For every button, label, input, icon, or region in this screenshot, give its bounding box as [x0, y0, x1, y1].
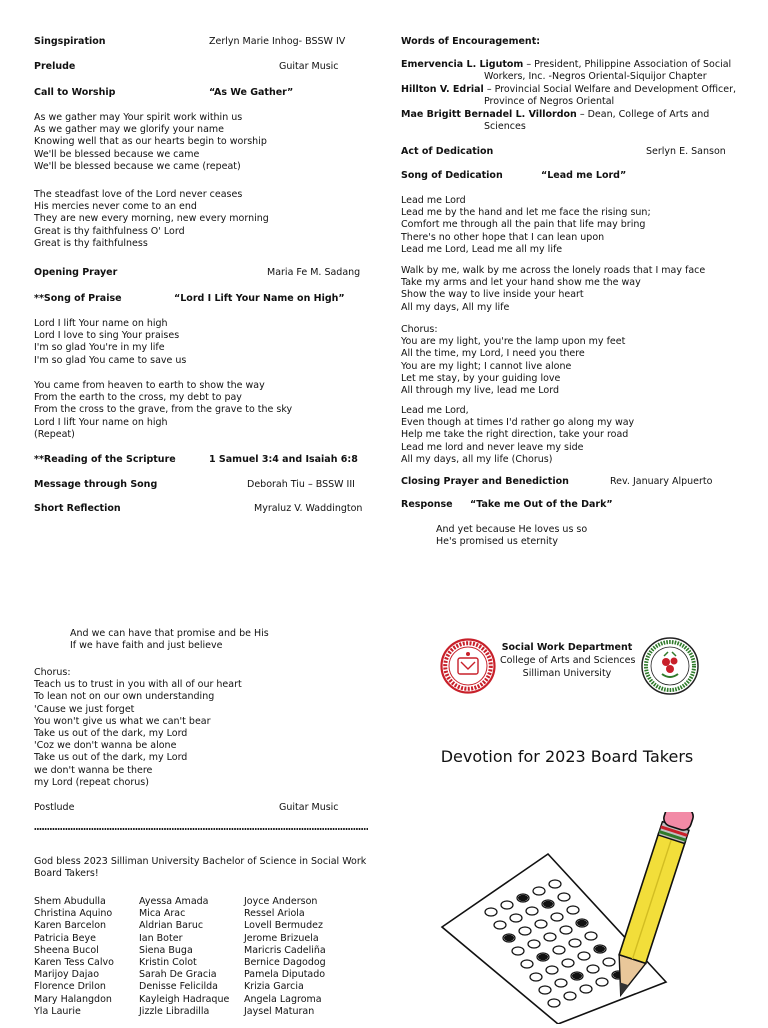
lyric-line: Lead me Lord	[401, 195, 466, 206]
list-item: Kristin Colot	[139, 957, 197, 969]
lyric-line: Even though at times I'd rather go along my way	[401, 417, 635, 429]
lyric-line: You are my light; I cannot live alone	[401, 360, 572, 372]
lead-me-lord-verse-1	[401, 195, 651, 256]
reading-label: **Reading of the Scripture	[34, 454, 176, 465]
speaker-ligutom	[401, 59, 731, 83]
lyric-line: We'll be blessed because we came (repeat)	[34, 160, 241, 172]
lyric-line: Lord I lift Your name on high	[34, 318, 168, 329]
speaker-villordon	[401, 109, 709, 133]
social-work-department-seal	[640, 636, 700, 696]
message-song-label: Message through Song	[34, 479, 158, 490]
exam-answer-sheet-pencil-illustration	[436, 812, 696, 1024]
department-name: Social Work Department	[501, 642, 633, 653]
lead-me-lord-chorus	[401, 324, 625, 397]
list-item: Yla Laurie	[34, 1005, 81, 1017]
list-item: Jizzle Libradilla	[139, 1005, 210, 1017]
list-item: Joyce Anderson	[244, 896, 318, 907]
lyric-line: Take my arms and let your hand show me the way	[401, 277, 641, 289]
lyric-line: Teach us to trust in you with all of our heart	[34, 679, 242, 691]
lyric-line: Lead me Lord, Lead me all my life	[401, 243, 563, 255]
as-we-gather-verse-2	[34, 189, 269, 250]
lyric-line: All my days, All my life	[401, 301, 510, 313]
postlude-value: Guitar Music	[279, 802, 339, 813]
list-item: Aldrian Baruc	[139, 920, 204, 932]
song-of-praise-title: “Lord I Lift Your Name on High”	[174, 293, 345, 304]
song-of-praise-label: **Song of Praise	[34, 293, 122, 304]
singspiration-leader: Zerlyn Marie Inhog- BSSW IV	[209, 36, 346, 47]
song-of-dedication-label: Song of Dedication	[401, 170, 503, 181]
lyric-line: There's no other hope that I can lean upon	[401, 231, 605, 243]
take-me-out-chorus	[34, 667, 242, 789]
college-name: College of Arts and Sciences	[500, 655, 636, 666]
short-reflection-speaker: Myraluz V. Waddington	[254, 503, 363, 514]
words-of-encouragement-heading: Words of Encouragement:	[401, 36, 541, 47]
response-song-title: “Take me Out of the Dark”	[470, 499, 613, 510]
response-lyrics-cont	[70, 628, 269, 652]
speaker-title-cont: Province of Negros Oriental	[484, 96, 615, 108]
list-item: Ayessa Amada	[139, 896, 209, 907]
list-item: Mary Halangdon	[34, 993, 112, 1005]
university-name: Silliman University	[522, 668, 612, 679]
postlude-label: Postlude	[34, 802, 75, 813]
list-item: Marijoy Dajao	[34, 969, 100, 981]
lyric-line: If we have faith and just believe	[70, 640, 223, 652]
closing-prayer-leader: Rev. January Alpuerto	[610, 476, 713, 487]
lift-name-verse-1	[34, 318, 186, 367]
lyric-line: Chorus:	[34, 667, 71, 678]
lyric-line: Lead me lord and never leave my side	[401, 441, 584, 453]
lyric-line: Help me take the right direction, take your road	[401, 429, 629, 441]
message-song-singer: Deborah Tiu – BSSW III	[247, 479, 355, 490]
board-takers-column-3	[244, 896, 326, 1018]
lyric-line: As we gather may we glorify your name	[34, 124, 224, 136]
speaker-title: – Dean, College of Arts and	[576, 109, 710, 120]
list-item: Krizia Garcia	[244, 981, 304, 993]
list-item: Mica Arac	[139, 908, 186, 920]
lyric-line: (Repeat)	[34, 428, 75, 440]
list-item: Karen Tess Calvo	[34, 957, 114, 969]
list-item: Sheena Bucol	[34, 944, 99, 956]
song-of-dedication-title: “Lead me Lord”	[541, 170, 627, 181]
speaker-name: Hillton V. Edrial	[401, 84, 484, 95]
list-item: Jaysel Maturan	[244, 1005, 315, 1017]
list-item: Siena Buga	[139, 944, 193, 956]
lyric-line: Lead me Lord,	[401, 405, 469, 416]
blessing-message: God bless 2023 Silliman University Bachelor of Science in Social Work Board Takers!	[34, 856, 367, 880]
call-to-worship-song: “As We Gather”	[209, 87, 294, 98]
lyric-line: my Lord (repeat chorus)	[34, 776, 149, 788]
list-item: Shem Abudulla	[34, 896, 106, 907]
speaker-edrial	[401, 84, 736, 108]
lyric-line: And we can have that promise and be His	[70, 628, 269, 639]
lead-me-lord-verse-3	[401, 405, 634, 466]
as-we-gather-verse-1	[34, 112, 267, 173]
lyric-line: All through my live, lead me Lord	[401, 385, 560, 397]
lyric-line: I'm so glad You're in my life	[34, 342, 165, 354]
lyric-line: Lord I love to sing Your praises	[34, 330, 180, 342]
speaker-title: – Provincial Social Welfare and Development Officer,	[483, 84, 737, 95]
lyric-line: Great is thy faithfulness	[34, 237, 148, 249]
list-item: Patricia Beye	[34, 932, 96, 944]
lyric-line: Chorus:	[401, 324, 438, 335]
prelude-value: Guitar Music	[279, 61, 339, 72]
prelude-label: Prelude	[34, 61, 76, 72]
lyric-line: From the cross to the grave, from the grave to the sky	[34, 404, 293, 416]
response-label: Response	[401, 499, 453, 510]
silliman-university-seal	[440, 638, 496, 694]
short-reflection-label: Short Reflection	[34, 503, 121, 514]
lyric-line: And yet because He loves us so	[436, 524, 588, 535]
lyric-line: Knowing well that as our hearts begin to worship	[34, 136, 267, 148]
response-lyrics	[436, 524, 587, 548]
lyric-line: We'll be blessed because we came	[34, 148, 200, 160]
lyric-line: The steadfast love of the Lord never ceases	[34, 189, 243, 200]
list-item: Denisse Felicilda	[139, 981, 219, 993]
list-item: Angela Lagroma	[244, 993, 322, 1005]
lyric-line: You won't give us what we can't bear	[34, 715, 211, 727]
list-item: Ian Boter	[139, 932, 183, 944]
lyric-line: They are new every morning, new every morning	[34, 213, 269, 225]
speaker-name: Mae Brigitt Bernadel L. Villordon	[401, 109, 577, 120]
call-to-worship-label: Call to Worship	[34, 87, 116, 98]
lyric-line: Take us out of the dark, my Lord	[34, 752, 188, 764]
opening-prayer-label: Opening Prayer	[34, 267, 118, 278]
lyric-line: His mercies never come to an end	[34, 201, 197, 213]
cover-title: Devotion for 2023 Board Takers	[440, 747, 694, 766]
list-item: Ressel Ariola	[244, 908, 305, 920]
lyric-line: You are my light, you're the lamp upon my feet	[401, 336, 626, 348]
lyric-line: All the time, my Lord, I need you there	[401, 348, 585, 360]
lead-me-lord-verse-2	[401, 265, 705, 314]
lyric-line: 'Coz we don't wanna be alone	[34, 740, 177, 752]
lyric-line: Lead me by the hand and let me face the rising sun;	[401, 207, 651, 219]
list-item: Kayleigh Hadraque	[139, 993, 230, 1005]
act-of-dedication-leader: Serlyn E. Sanson	[646, 146, 726, 157]
list-item: Florence Drilon	[34, 981, 106, 993]
list-item: Lovell Bermudez	[244, 920, 323, 932]
act-of-dedication-label: Act of Dedication	[401, 146, 494, 157]
board-takers-column-1	[34, 896, 114, 1018]
list-item: Maricris Cadeliña	[244, 944, 326, 956]
reading-passage: 1 Samuel 3:4 and Isaiah 6:8	[209, 454, 358, 465]
lyric-line: Walk by me, walk by me across the lonely roads that I may face	[401, 265, 706, 276]
lyric-line: Lord I lift Your name on high	[34, 416, 168, 428]
lyric-line: All my days, all my life (Chorus)	[401, 453, 553, 465]
list-item: Christina Aquino	[34, 908, 113, 920]
lift-name-verse-2	[34, 380, 292, 441]
list-item: Pamela Diputado	[244, 969, 326, 981]
lyric-line: I'm so glad You came to save us	[34, 354, 187, 366]
lyric-line: Take us out of the dark, my Lord	[34, 728, 188, 740]
lyric-line: From the earth to the cross, my debt to pay	[34, 392, 242, 404]
speaker-name: Emervencia L. Ligutom	[401, 59, 524, 70]
lyric-line: 'Cause we just forget	[34, 703, 135, 715]
lyric-line: As we gather may Your spirit work within us	[34, 112, 243, 123]
list-item: Karen Barcelon	[34, 920, 107, 932]
lyric-line: we don't wanna be there	[34, 764, 153, 776]
lyric-line: He's promised us eternity	[436, 536, 558, 548]
list-item: Jerome Brizuela	[244, 932, 319, 944]
lyric-line: Comfort me through all the pain that life may bring	[401, 219, 646, 231]
lyric-line: Great is thy faithfulness O' Lord	[34, 225, 185, 237]
lyric-line: To lean not on our own understanding	[34, 691, 215, 703]
opening-prayer-leader: Maria Fe M. Sadang	[267, 267, 361, 278]
lyric-line: You came from heaven to earth to show the way	[34, 380, 265, 391]
dotted-divider	[34, 827, 368, 831]
speaker-title-cont: Sciences	[484, 121, 526, 133]
speaker-title-cont: Workers, Inc. -Negros Oriental-Siquijor Chapter	[484, 71, 707, 83]
closing-prayer-label: Closing Prayer and Benediction	[401, 476, 569, 487]
list-item: Bernice Dagodog	[244, 957, 326, 969]
lyric-line: Let me stay, by your guiding love	[401, 372, 561, 384]
list-item: Sarah De Gracia	[139, 969, 217, 981]
speaker-title: – President, Philippine Association of Social	[523, 59, 732, 70]
board-takers-column-2	[139, 896, 229, 1018]
singspiration-label: Singspiration	[34, 36, 106, 47]
lyric-line: Show the way to live inside your heart	[401, 289, 584, 301]
